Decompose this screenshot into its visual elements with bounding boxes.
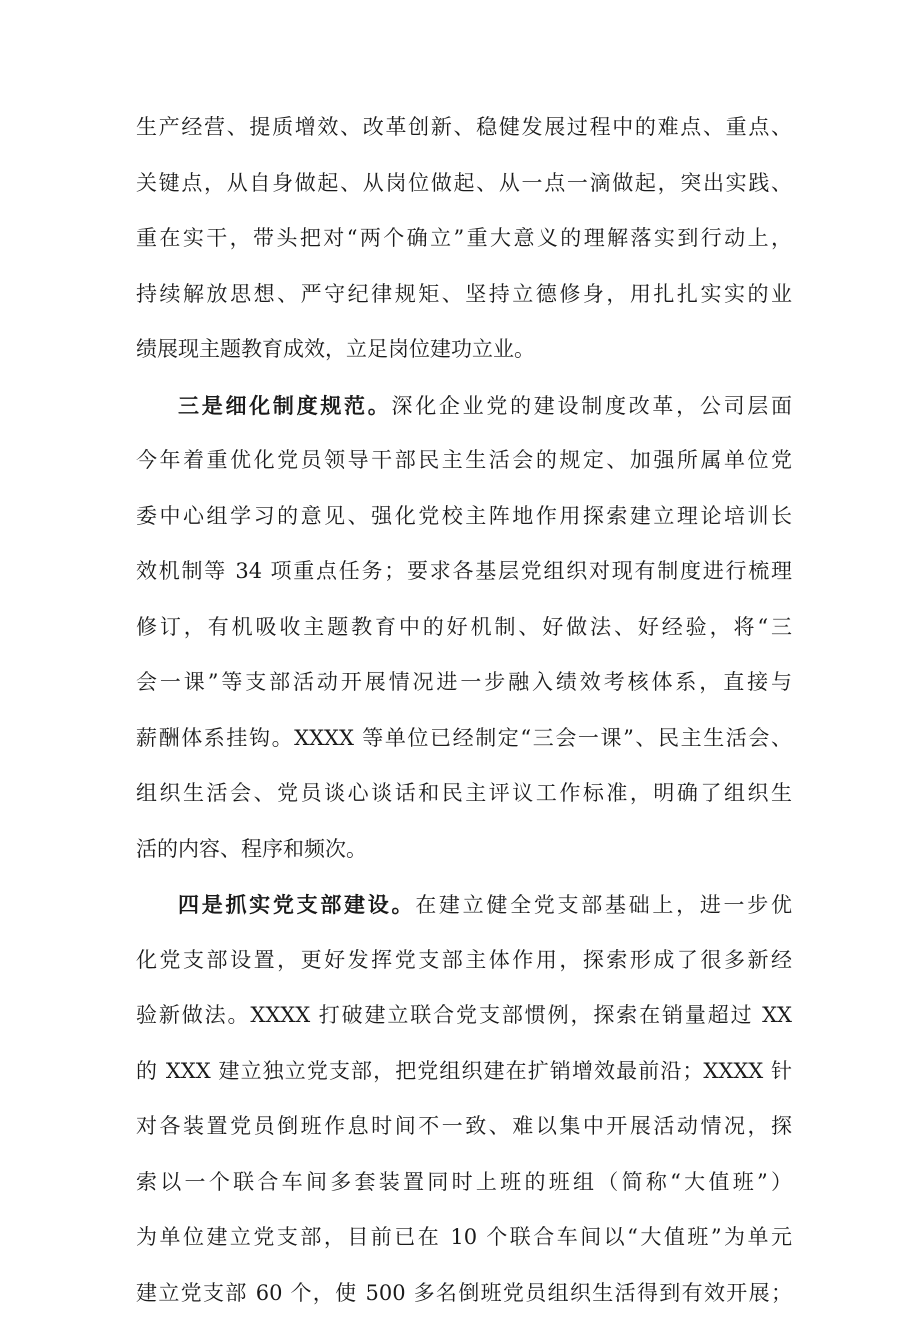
text-line [136, 339, 792, 359]
text-line [136, 614, 792, 639]
text-line [136, 1227, 792, 1247]
paragraph-heading: 三是细化制度规范。 [178, 392, 392, 418]
text-line [136, 672, 792, 692]
text-line [136, 228, 792, 248]
line-text: 验新做法。XXXX 打破建立联合党支部惯例，探索在销量超过 XX [136, 1003, 792, 1027]
line-text: 组织生活会、党员谈心谈话和民主评议工作标准，明确了组织生 [136, 781, 792, 805]
paragraph-heading: 四是抓实党支部建设。 [178, 892, 416, 917]
text-line [136, 1005, 792, 1025]
text-line [136, 117, 792, 137]
line-text: 为单位建立党支部，目前已在 10 个联合车间以“大值班”为单元 [136, 1225, 792, 1249]
text-line [136, 170, 792, 195]
text-line [136, 1280, 792, 1305]
line-text: 化党支部设置，更好发挥党支部主体作用，探索形成了很多新经 [136, 947, 792, 972]
text-line [136, 561, 792, 581]
line-text: 对各装置党员倒班作息时间不一致、难以集中开展活动情况，探 [136, 1114, 792, 1138]
line-text: 在建立健全党支部基础上，进一步优 [415, 893, 793, 917]
line-text: 的 XXX 建立独立党支部，把党组织建在扩销增效最前沿；XXXX 针 [136, 1058, 792, 1083]
line-text: 索以一个联合车间多套装置同时上班的班组（简称“大值班”） [136, 1169, 792, 1194]
line-text: 薪酬体系挂钩。XXXX 等单位已经制定“三会一课”、民主生活会、 [136, 725, 792, 750]
line-text: 活的内容、程序和频次。 [136, 836, 367, 861]
line-text: 重在实干，带头把对“两个确立”重大意义的理解落实到行动上， [136, 226, 792, 250]
line-text: 建立党支部 60 个，使 500 多名倒班党员组织生活得到有效开展； [136, 1280, 792, 1305]
line-text: 深化企业党的建设制度改革，公司层面 [391, 393, 793, 418]
text-line [136, 1116, 792, 1136]
line-text: 持续解放思想、严守纪律规矩、坚持立德修身，用扎扎实实的业 [136, 281, 792, 306]
line-text: 效机制等 34 项重点任务；要求各基层党组织对现有制度进行梳理 [136, 559, 792, 583]
line-text: 修订，有机吸收主题教育中的好机制、好做法、好经验，将“三 [136, 614, 792, 639]
paragraph-first-line [136, 392, 793, 418]
line-text: 关键点，从自身做起、从岗位做起、从一点一滴做起，突出实践、 [136, 170, 792, 195]
text-line [136, 836, 792, 861]
paragraph-first-line [136, 892, 793, 917]
line-text: 绩展现主题教育成效，立足岗位建功立业。 [136, 337, 535, 361]
document-body [136, 117, 792, 1338]
text-line [136, 947, 792, 972]
text-line [136, 783, 792, 803]
line-text: 今年着重优化党员领导干部民主生活会的规定、加强所属单位党 [136, 448, 792, 472]
text-line [136, 503, 792, 528]
line-text: 生产经营、提质增效、改革创新、稳健发展过程中的难点、重点、 [136, 115, 792, 139]
text-line [136, 281, 792, 306]
line-text: 会一课”等支部活动开展情况进一步融入绩效考核体系，直接与 [136, 670, 792, 694]
text-line [136, 725, 792, 750]
text-line [136, 1058, 792, 1083]
line-text: 委中心组学习的意见、强化党校主阵地作用探索建立理论培训长 [136, 503, 792, 528]
text-line [136, 1169, 792, 1194]
text-line [136, 450, 792, 470]
